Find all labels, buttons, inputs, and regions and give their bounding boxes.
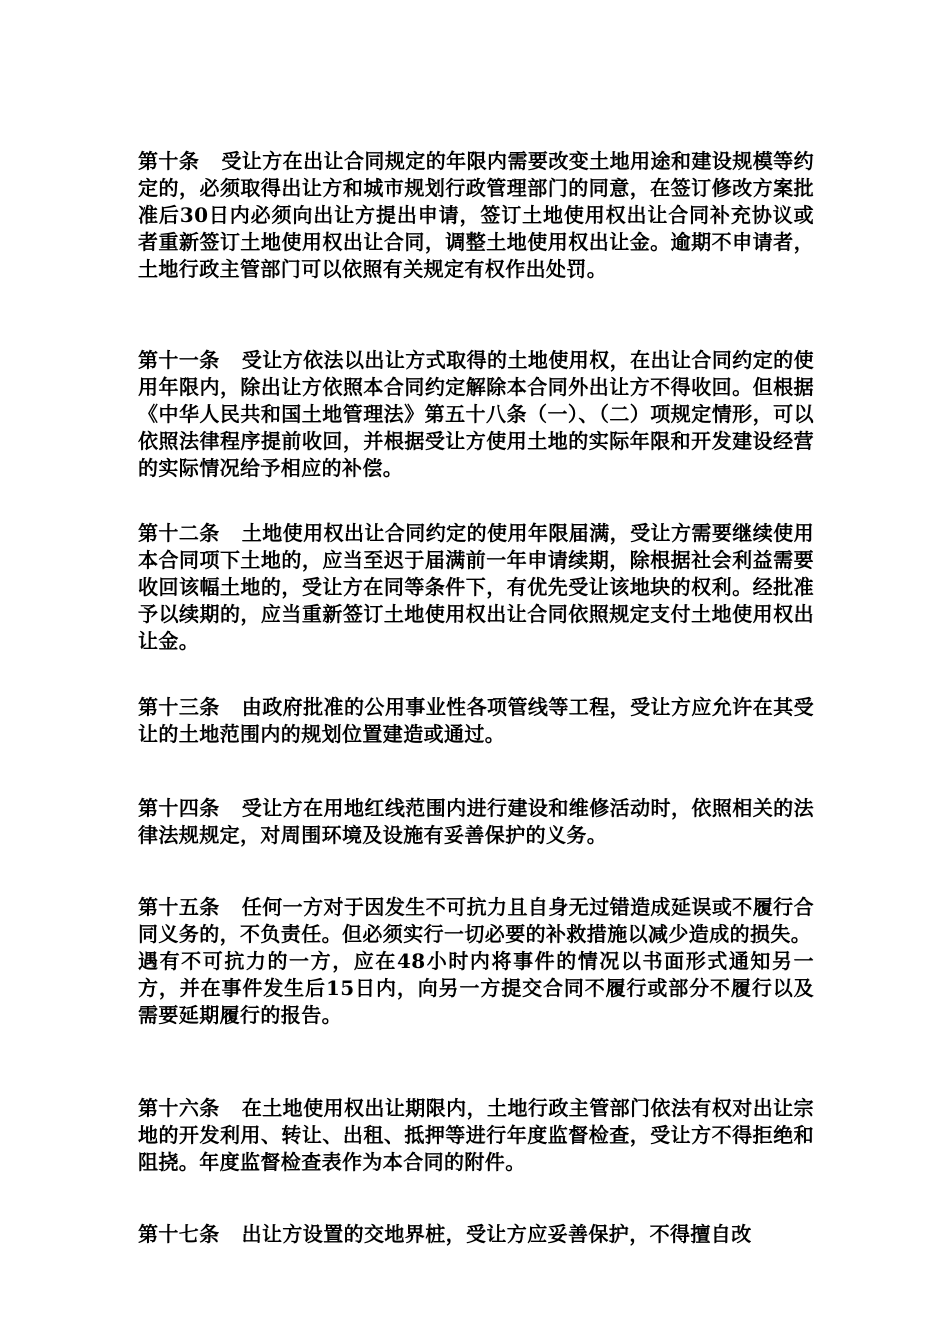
article-10 — [138, 148, 814, 283]
article-11 — [138, 347, 814, 482]
article-number: 第十四条 — [138, 796, 220, 820]
article-number: 第十七条 — [138, 1222, 220, 1246]
article-paragraph — [138, 520, 814, 655]
article-paragraph — [138, 894, 814, 948]
article-number: 第十五条 — [138, 895, 220, 919]
article-text: 任何一方对于因发生不可抗力且自身无过错造成延误或不履行合同义务的，不负责任。但必须实行一切必要的补救措施以减少造成的损失。 — [138, 895, 814, 946]
article-paragraph — [138, 148, 814, 283]
article-15 — [138, 894, 814, 1029]
article-number: 第十三条 — [138, 695, 220, 719]
article-number: 第十一条 — [138, 348, 220, 372]
article-paragraph — [138, 347, 814, 482]
article-text: 由政府批准的公用事业性各项管线等工程，受让方应允许在其受让的土地范围内的规划位置建造或通过。 — [138, 695, 814, 746]
article-16 — [138, 1095, 814, 1176]
article-12 — [138, 520, 814, 655]
article-number: 第十条 — [138, 149, 200, 173]
article-13 — [138, 694, 814, 748]
article-number: 第十六条 — [138, 1096, 220, 1120]
article-17 — [138, 1221, 814, 1248]
article-text: 土地使用权出让合同约定的使用年限届满，受让方需要继续使用本合同项下土地的，应当至迟于届满前一年申请续期，除根据社会利益需要收回该幅土地的，受让方在同等条件下，有优先受让该地块的权利。经批准予以续期的，应当重新签订土地使用权出让合同依照规定支付土地使用权出让金。 — [138, 521, 814, 653]
article-paragraph — [138, 1095, 814, 1176]
article-paragraph — [138, 948, 814, 1029]
article-paragraph — [138, 1221, 814, 1248]
article-paragraph — [138, 795, 814, 849]
article-text: 受让方在出让合同规定的年限内需要改变土地用途和建设规模等约定的，必须取得出让方和城市规划行政管理部门的同意，在签订修改方案批准后30日内必须向出让方提出申请，签订土地使用权出让合同补充协议或者重新签订土地使用权出让合同，调整土地使用权出让金。逾期不申请者，土地行政主管部门可以依照有关规定有权作出处罚。 — [138, 149, 814, 281]
article-text: 受让方依法以出让方式取得的土地使用权，在出让合同约定的使用年限内，除出让方依照本合同约定解除本合同外出让方不得收回。但根据《中华人民共和国土地管理法》第五十八条（一）、（二）项规定情形，可以依照法律程序提前收回，并根据受让方使用土地的实际年限和开发建设经营的实际情况给予相应的补偿。 — [138, 348, 814, 480]
article-text: 受让方在用地红线范围内进行建设和维修活动时，依照相关的法律法规规定，对周围环境及设施有妥善保护的义务。 — [138, 796, 814, 847]
article-text: 在土地使用权出让期限内，土地行政主管部门依法有权对出让宗地的开发利用、转让、出租、抵押等进行年度监督检查，受让方不得拒绝和阻挠。年度监督检查表作为本合同的附件。 — [138, 1096, 814, 1174]
article-number: 第十二条 — [138, 521, 220, 545]
article-text: 出让方设置的交地界桩，受让方应妥善保护，不得擅自改 — [241, 1222, 752, 1246]
article-14 — [138, 795, 814, 849]
article-paragraph — [138, 694, 814, 748]
article-text: 遇有不可抗力的一方，应在48小时内将事件的情况以书面形式通知另一方，并在事件发生后15日内，向另一方提交合同不履行或部分不履行以及需要延期履行的报告。 — [138, 949, 814, 1027]
